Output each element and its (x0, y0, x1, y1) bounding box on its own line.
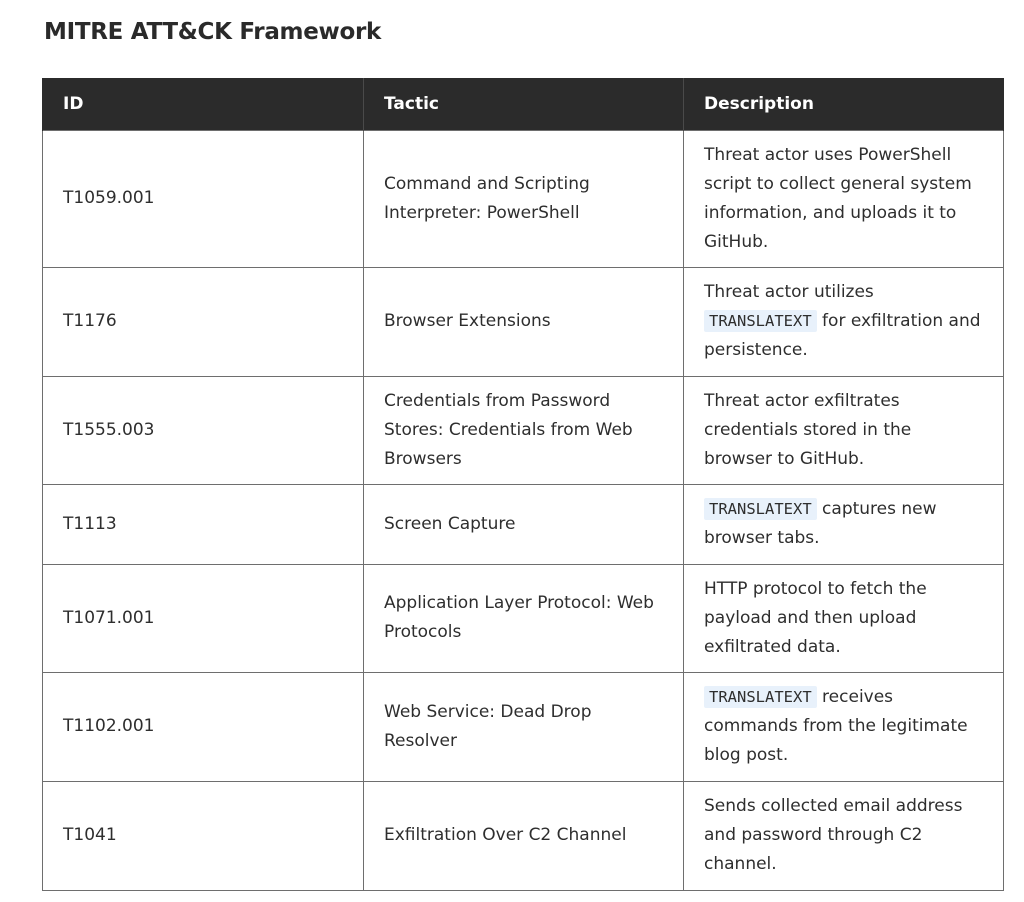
cell-description (684, 564, 1004, 672)
cell-description (684, 130, 1004, 267)
header-row (43, 78, 1004, 130)
description-text: captures new browser tabs. (704, 499, 937, 548)
description-text: Threat actor exfiltrates credentials stored in the browser to GitHub. (704, 390, 912, 469)
cell-tactic: Application Layer Protocol: Web Protocols (364, 564, 684, 672)
cell-description (684, 267, 1004, 376)
description-text: receives commands from the legitimate blog post. (704, 687, 968, 765)
cell-id: T1555.003 (43, 376, 364, 484)
table-row (43, 781, 1004, 890)
column-header-id: ID (43, 78, 364, 130)
table-row (43, 130, 1004, 267)
cell-id: T1059.001 (43, 130, 364, 267)
description-text: Threat actor utilizes (704, 282, 874, 302)
cell-description (684, 672, 1004, 781)
page-title: MITRE ATT&CK Framework (44, 19, 382, 45)
description-text: Sends collected email address and password through C2 channel. (704, 796, 963, 874)
table-header (43, 78, 1004, 130)
cell-id: T1113 (43, 484, 364, 564)
table-row (43, 484, 1004, 564)
cell-id: T1071.001 (43, 564, 364, 672)
cell-description (684, 781, 1004, 890)
inline-code: TRANSLATEXT (704, 498, 817, 520)
description-text: HTTP protocol to fetch the payload and then upload exfiltrated data. (704, 578, 927, 657)
cell-description (684, 376, 1004, 484)
description-text: for exfiltration and persistence. (704, 311, 981, 360)
cell-id: T1102.001 (43, 672, 364, 781)
table-row (43, 267, 1004, 376)
inline-code: TRANSLATEXT (704, 310, 817, 332)
cell-tactic: Screen Capture (364, 484, 684, 564)
cell-tactic: Web Service: Dead Drop Resolver (364, 672, 684, 781)
column-header-tactic: Tactic (364, 78, 684, 130)
column-header-description: Description (684, 78, 1004, 130)
cell-id: T1176 (43, 267, 364, 376)
table-row (43, 672, 1004, 781)
cell-id: T1041 (43, 781, 364, 890)
cell-description (684, 484, 1004, 564)
description-text: Threat actor uses PowerShell script to collect general system information, and uploads it to GitHub. (704, 144, 972, 252)
table-row (43, 564, 1004, 672)
table-body (43, 130, 1004, 890)
table-row (43, 376, 1004, 484)
inline-code: TRANSLATEXT (704, 686, 817, 708)
cell-tactic: Command and Scripting Interpreter: PowerShell (364, 130, 684, 267)
attack-table (42, 78, 1004, 891)
cell-tactic: Credentials from Password Stores: Credentials from Web Browsers (364, 376, 684, 484)
cell-tactic: Browser Extensions (364, 267, 684, 376)
cell-tactic: Exfiltration Over C2 Channel (364, 781, 684, 890)
